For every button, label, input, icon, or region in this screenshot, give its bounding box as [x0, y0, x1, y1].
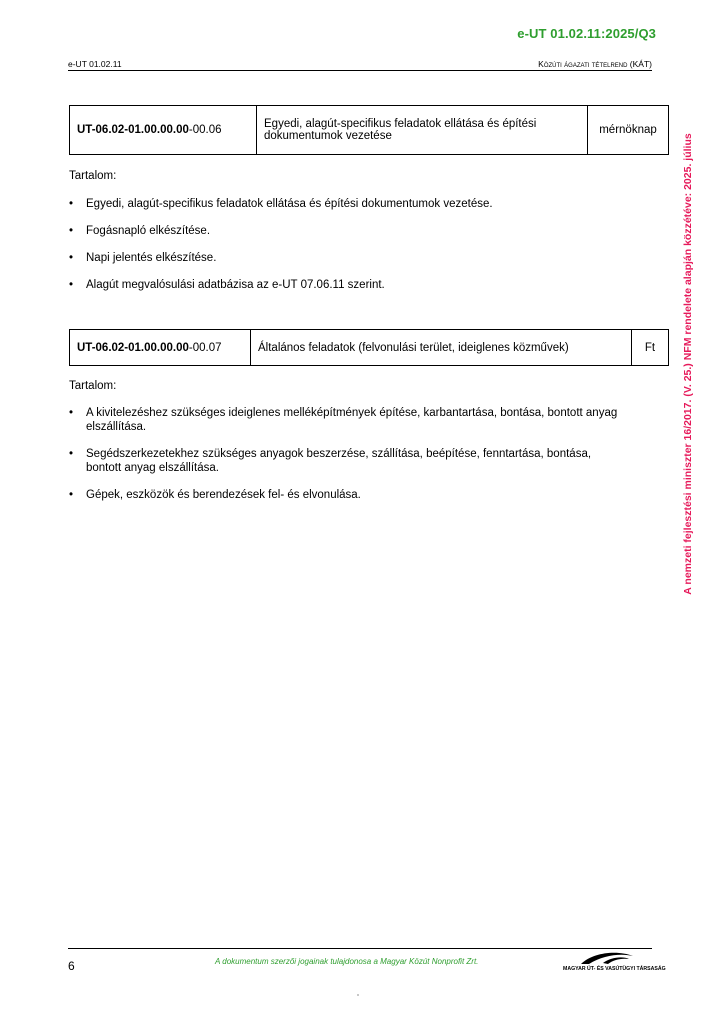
footer-divider [68, 948, 652, 949]
list-item: • Segédszerkezetekhez szükséges anyagok beszerzése, szállítása, beépítése, fenntartása, bontása, bontott anyag elszállítása. [69, 447, 629, 475]
item-description: Egyedi, alagút-specifikus feladatok ellátása és építési dokumentumok vezetése [257, 106, 588, 155]
item-unit: Ft [632, 330, 669, 366]
header-divider [68, 70, 652, 71]
road-swoosh-icon [563, 950, 657, 966]
item-table-2 [69, 329, 669, 366]
list-item: • A kivitelezéshez szükséges ideiglenes melléképítmények építése, karbantartása, bontása, bontott anyag elszállítása. [69, 406, 629, 434]
list-item: • Fogásnapló elkészítése. [69, 224, 629, 238]
content-list-2 [69, 406, 629, 515]
item-unit: mérnöknap [588, 106, 669, 155]
item-code-suffix: -00.07 [188, 341, 222, 354]
header-right: Közúti ágazati tételrend (KÁT) [538, 59, 652, 69]
item-table-1 [69, 105, 669, 155]
side-publication-note: A nemzeti fejlesztési miniszter 16/2017. (V. 25.) NFM rendelete alapján közzétéve: 2025. július [682, 133, 694, 595]
list-item: • Napi jelentés elkészítése. [69, 251, 629, 265]
list-item: • Alagút megvalósulási adatbázisa az e-UT 07.06.11 szerint. [69, 278, 629, 292]
company-logo [563, 950, 666, 972]
item-code [70, 330, 251, 366]
content-list-1 [69, 197, 629, 305]
item-code-main: UT-06.02-01.00.00.00 [77, 124, 189, 136]
content-label: Tartalom: [69, 170, 117, 182]
copyright-notice: A dokumentum szerzői jogainak tulajdonosa a Magyar Közút Nonprofit Zrt. [215, 957, 479, 966]
table-row [70, 106, 669, 155]
table-row [70, 330, 669, 366]
item-code-main: UT-06.02-01.00.00.00 [77, 341, 189, 354]
item-code-suffix: -00.06 [188, 124, 222, 136]
document-code: e-UT 01.02.11:2025/Q3 [517, 26, 656, 41]
item-description: Általános feladatok (felvonulási terület, ideiglenes közművek) [251, 330, 632, 366]
list-item: • Egyedi, alagút-specifikus feladatok ellátása és építési dokumentumok vezetése. [69, 197, 629, 211]
logo-text: MAGYAR ÚT- ÉS VASÚTÜGYI TÁRSASÁG [563, 966, 666, 972]
page-number: 6 [68, 959, 75, 973]
page-mark [357, 994, 359, 996]
list-item: • Gépek, eszközök és berendezések fel- és elvonulása. [69, 488, 629, 502]
item-code [70, 106, 257, 155]
content-label: Tartalom: [69, 380, 117, 392]
header-left: e-UT 01.02.11 [68, 59, 122, 69]
